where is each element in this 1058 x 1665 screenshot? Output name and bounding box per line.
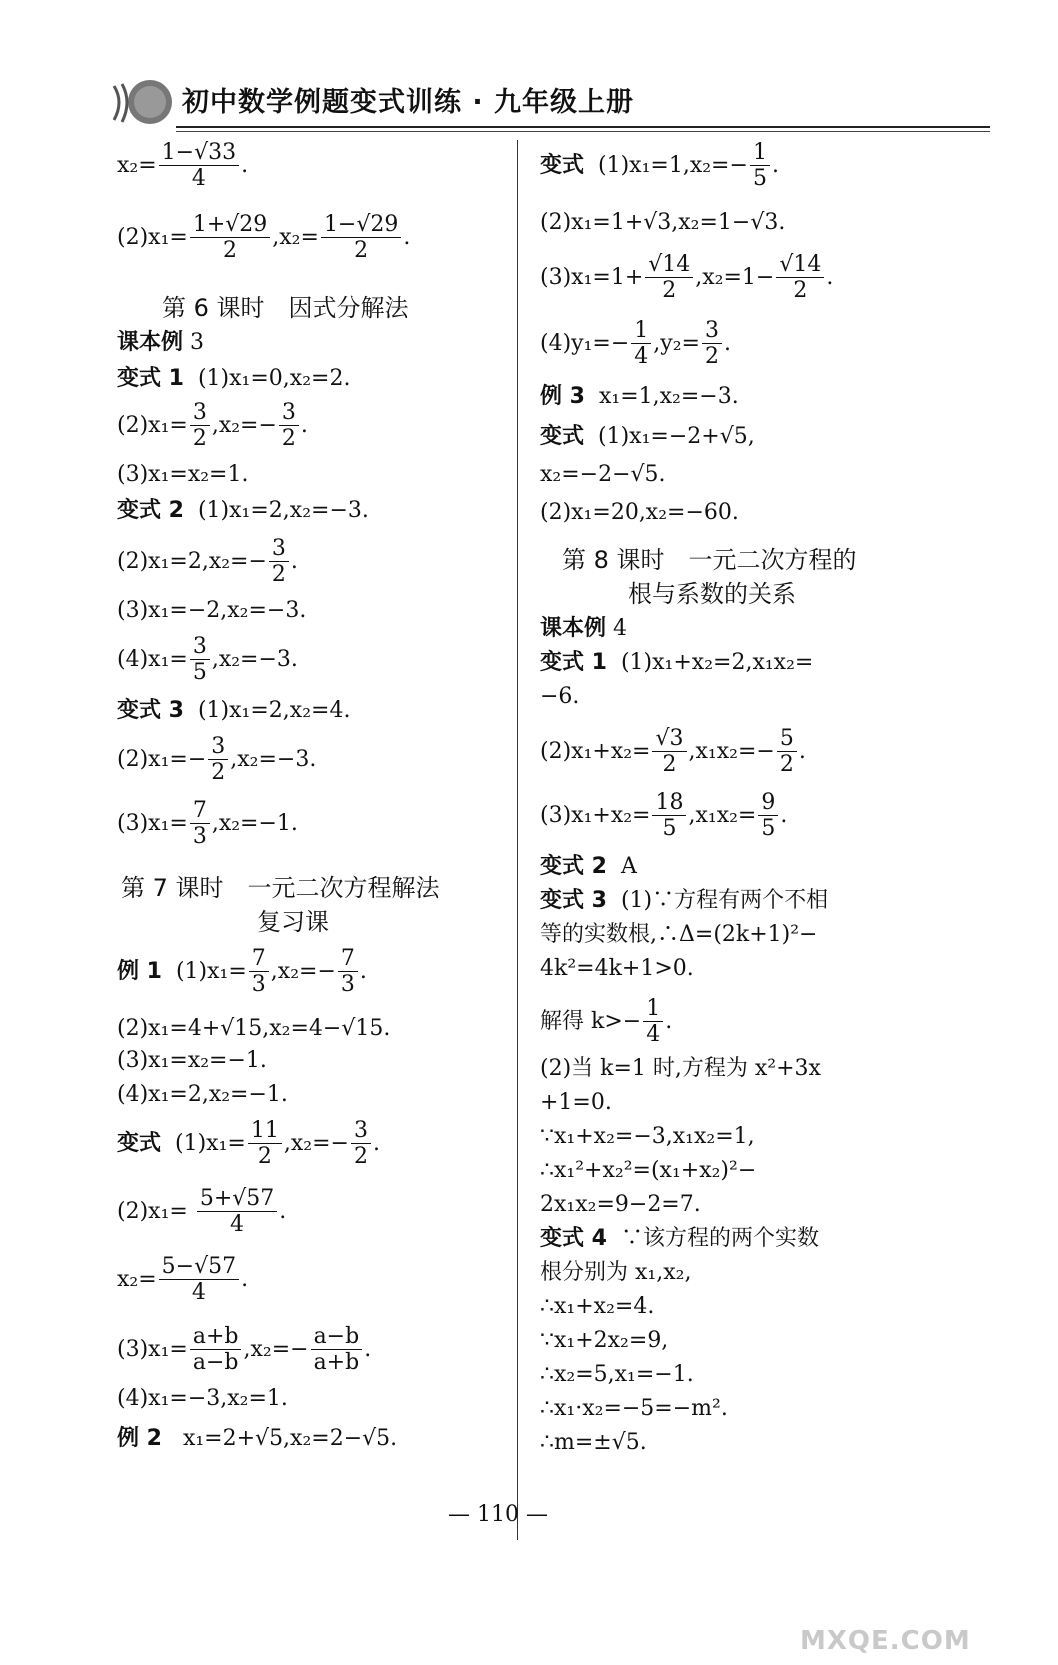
answer-line: (2)x₁=4+√15,x₂=4−√15. [117, 1016, 391, 1041]
answer-line: (3)x₁=1+ $\frac{√14}{2}$ ,x₂=1− $\frac{√14}{2}$ . [540, 252, 834, 304]
answer-line: 课本例 4 [540, 616, 628, 641]
answer-line: 例 3 x₁=1,x₂=−3. [540, 384, 739, 409]
answer-line: 变式 2 (1)x₁=2,x₂=−3. [117, 498, 369, 523]
section-heading-cont: 根与系数的关系 [628, 580, 796, 608]
answer-line: (2)x₁= $\frac{3}{2}$ ,x₂=− $\frac{3}{2}$ . [117, 400, 308, 452]
answer-line: (2)x₁= $\frac{5+√57}{4}$ . [117, 1186, 287, 1238]
answer-line: 变式 1 (1)x₁=0,x₂=2. [117, 366, 351, 391]
answer-line: (3)x₁= $\frac{a+b}{a-b}$ ,x₂=− $\frac{a-b}{a+b}$ . [117, 1324, 372, 1376]
answer-line: (2)x₁=1+√3,x₂=1−√3. [540, 210, 786, 235]
answer-line: (3)x₁=x₂=1. [117, 462, 249, 487]
watermark-logo [800, 1580, 1000, 1660]
answer-line: (3)x₁= $\frac{7}{3}$ ,x₂=−1. [117, 798, 298, 850]
header-title: 初中数学例题变式训练 · 九年级上册 [182, 87, 635, 118]
answer-line: 2x₁x₂=9−2=7. [540, 1192, 701, 1217]
answer-line: (2)x₁=2,x₂=− $\frac{3}{2}$ . [117, 536, 298, 588]
answer-line: 根分别为 x₁,x₂, [540, 1260, 692, 1285]
answer-line: 变式 3 (1)∵方程有两个不相 [540, 888, 829, 913]
answer-line: 变式 (1)x₁=1,x₂=− $\frac{1}{5}$ . [540, 140, 779, 192]
answer-line: ∴m=±√5. [540, 1430, 647, 1455]
answer-line: ∵x₁+x₂=−3,x₁x₂=1, [540, 1124, 755, 1149]
answer-line: (4)x₁=−3,x₂=1. [117, 1386, 288, 1411]
section-heading: 第 8 课时 一元二次方程的 [562, 546, 857, 574]
answer-line: x₂=−2−√5. [540, 462, 666, 487]
answer-line: (4)x₁=2,x₂=−1. [117, 1082, 288, 1107]
answer-line: (2)x₁= $\frac{1+√29}{2}$ ,x₂= $\frac{1-√29}{2}$ . [117, 212, 411, 264]
section-heading: 第 7 课时 一元二次方程解法 [121, 874, 440, 902]
answer-line: 例 1 (1)x₁= $\frac{7}{3}$ ,x₂=− $\frac{7}{3}$ . [117, 946, 367, 998]
answer-line: (3)x₁=x₂=−1. [117, 1048, 267, 1073]
section-heading: 第 6 课时 因式分解法 [162, 294, 409, 322]
section-heading-cont: 复习课 [257, 908, 329, 936]
answer-line: 变式 1 (1)x₁+x₂=2,x₁x₂= [540, 650, 814, 675]
answer-line: +1=0. [540, 1090, 612, 1115]
answer-line: 变式 (1)x₁= $\frac{11}{2}$ ,x₂=− $\frac{3}{2}$ . [117, 1118, 380, 1170]
answer-line: (4)x₁= $\frac{3}{5}$ ,x₂=−3. [117, 634, 298, 686]
answer-line: 例 2 x₁=2+√5,x₂=2−√5. [117, 1426, 398, 1451]
answer-line: −6. [540, 684, 580, 709]
left-column [117, 0, 537, 1665]
answer-line: 变式 4 ∵该方程的两个实数 [540, 1226, 819, 1251]
page-number: — 110 — [448, 1502, 548, 1527]
answer-line: 等的实数根,∴Δ=(2k+1)²− [540, 922, 818, 947]
answer-line: x₂= $\frac{1-√33}{4}$ . [117, 140, 249, 192]
answer-line: 解得 k>− $\frac{1}{4}$ . [540, 996, 673, 1048]
answer-line: ∴x₁+x₂=4. [540, 1294, 655, 1319]
answer-line: 课本例 3 [117, 330, 205, 355]
answer-line: (2)x₁=20,x₂=−60. [540, 500, 739, 525]
answer-line: (2)当 k=1 时,方程为 x²+3x [540, 1056, 821, 1081]
answer-line: (2)x₁=− $\frac{3}{2}$ ,x₂=−3. [117, 734, 317, 786]
answer-line: ∴x₂=5,x₁=−1. [540, 1362, 694, 1387]
answer-line: (4)y₁=− $\frac{1}{4}$ ,y₂= $\frac{3}{2}$ . [540, 318, 731, 370]
answer-line: 变式 3 (1)x₁=2,x₂=4. [117, 698, 351, 723]
watermark-text: MXQE.COM [800, 1626, 971, 1656]
answer-line: ∴x₁·x₂=−5=−m². [540, 1396, 728, 1421]
answer-line: ∴x₁²+x₂²=(x₁+x₂)²− [540, 1158, 757, 1183]
answer-line: 4k²=4k+1>0. [540, 956, 694, 981]
answer-line: 变式 (1)x₁=−2+√5, [540, 424, 755, 449]
answer-line: ∵x₁+2x₂=9, [540, 1328, 669, 1353]
answer-line: 变式 2 A [540, 854, 637, 879]
answer-line: (3)x₁+x₂= $\frac{18}{5}$ ,x₁x₂= $\frac{9}{5}$ . [540, 790, 788, 842]
right-column [540, 0, 960, 1665]
answer-line: (3)x₁=−2,x₂=−3. [117, 598, 307, 623]
answer-line: x₂= $\frac{5-√57}{4}$ . [117, 1254, 249, 1306]
answer-line: (2)x₁+x₂= $\frac{√3}{2}$ ,x₁x₂=− $\frac{5}{2}$ . [540, 726, 806, 778]
